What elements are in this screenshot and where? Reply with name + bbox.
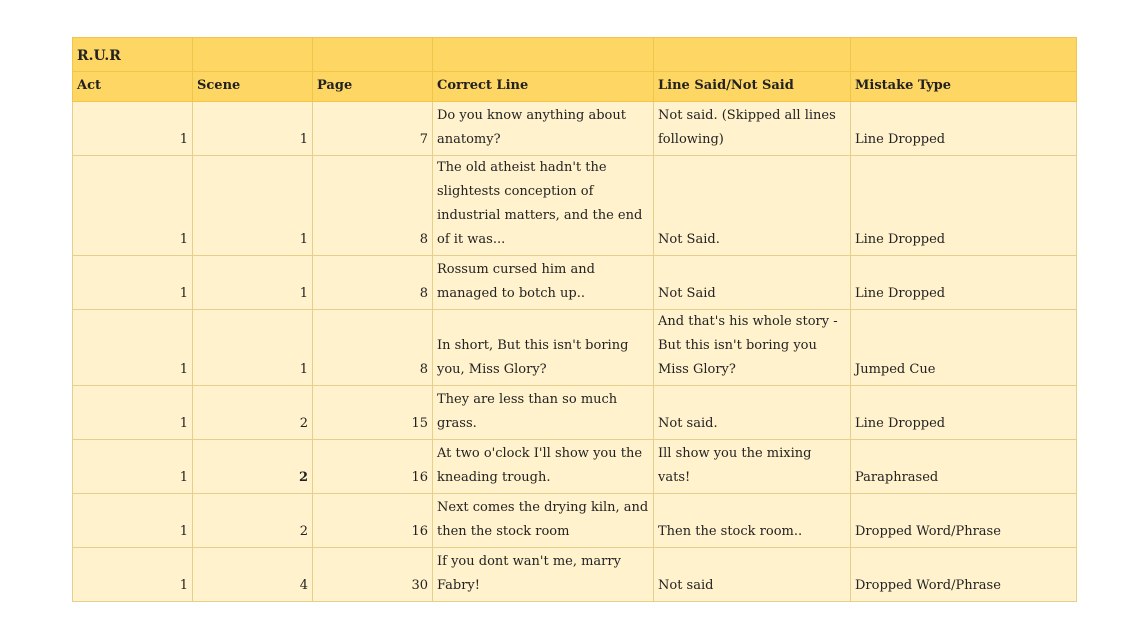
table-row: [73, 440, 1077, 494]
scene-cell[interactable]: 1: [193, 102, 313, 156]
header-row: [73, 72, 1077, 102]
act-cell[interactable]: 1: [73, 440, 193, 494]
mistake-type-cell[interactable]: Line Dropped: [851, 386, 1077, 440]
page-cell[interactable]: 30: [313, 548, 433, 602]
act-cell[interactable]: 1: [73, 386, 193, 440]
act-cell[interactable]: 1: [73, 256, 193, 310]
mistake-type-cell[interactable]: Paraphrased: [851, 440, 1077, 494]
act-cell[interactable]: 1: [73, 310, 193, 386]
empty-cell[interactable]: [433, 38, 654, 72]
mistake-type-cell[interactable]: Line Dropped: [851, 256, 1077, 310]
page-cell[interactable]: 8: [313, 310, 433, 386]
header-page[interactable]: Page: [313, 72, 433, 102]
empty-cell[interactable]: [851, 38, 1077, 72]
table-row: [73, 386, 1077, 440]
act-cell[interactable]: 1: [73, 156, 193, 256]
mistake-type-cell[interactable]: Line Dropped: [851, 156, 1077, 256]
mistake-type-cell[interactable]: Dropped Word/Phrase: [851, 548, 1077, 602]
table-row: [73, 102, 1077, 156]
correct-line-cell[interactable]: In short, But this isn't boring you, Miss Glory?: [433, 310, 654, 386]
header-scene[interactable]: Scene: [193, 72, 313, 102]
correct-line-cell[interactable]: If you dont wan't me, marry Fabry!: [433, 548, 654, 602]
scene-cell[interactable]: 2: [193, 386, 313, 440]
scene-cell[interactable]: 4: [193, 548, 313, 602]
correct-line-cell[interactable]: The old atheist hadn't the slightests conception of industrial matters, and the end of it was...: [433, 156, 654, 256]
line-said-cell[interactable]: Then the stock room..: [654, 494, 851, 548]
header-mistake-type[interactable]: Mistake Type: [851, 72, 1077, 102]
mistake-type-cell[interactable]: Line Dropped: [851, 102, 1077, 156]
header-line-said[interactable]: Line Said/Not Said: [654, 72, 851, 102]
empty-cell[interactable]: [313, 38, 433, 72]
page-cell[interactable]: 7: [313, 102, 433, 156]
scene-cell[interactable]: 2: [193, 440, 313, 494]
page-cell[interactable]: 8: [313, 256, 433, 310]
page-cell[interactable]: 16: [313, 494, 433, 548]
empty-cell[interactable]: [193, 38, 313, 72]
table-row: [73, 494, 1077, 548]
table-row: [73, 310, 1077, 386]
line-said-cell[interactable]: Not said.: [654, 386, 851, 440]
table-row: [73, 548, 1077, 602]
act-cell[interactable]: 1: [73, 102, 193, 156]
line-said-cell[interactable]: Not Said: [654, 256, 851, 310]
spreadsheet-table: [72, 37, 1077, 602]
correct-line-cell[interactable]: At two o'clock I'll show you the kneading trough.: [433, 440, 654, 494]
page-cell[interactable]: 15: [313, 386, 433, 440]
correct-line-cell[interactable]: Do you know anything about anatomy?: [433, 102, 654, 156]
line-said-cell[interactable]: Not said. (Skipped all lines following): [654, 102, 851, 156]
act-cell[interactable]: 1: [73, 548, 193, 602]
table-row: [73, 156, 1077, 256]
line-said-cell[interactable]: Ill show you the mixing vats!: [654, 440, 851, 494]
table-row: [73, 256, 1077, 310]
act-cell[interactable]: 1: [73, 494, 193, 548]
correct-line-cell[interactable]: Rossum cursed him and managed to botch up..: [433, 256, 654, 310]
scene-cell[interactable]: 1: [193, 310, 313, 386]
scene-cell[interactable]: 1: [193, 156, 313, 256]
scene-cell[interactable]: 1: [193, 256, 313, 310]
line-said-cell[interactable]: And that's his whole story - But this isn't boring you Miss Glory?: [654, 310, 851, 386]
header-act[interactable]: Act: [73, 72, 193, 102]
line-said-cell[interactable]: Not said: [654, 548, 851, 602]
correct-line-cell[interactable]: They are less than so much grass.: [433, 386, 654, 440]
page-cell[interactable]: 16: [313, 440, 433, 494]
empty-cell[interactable]: [654, 38, 851, 72]
sheet-title-cell[interactable]: R.U.R: [73, 38, 193, 72]
scene-cell[interactable]: 2: [193, 494, 313, 548]
line-said-cell[interactable]: Not Said.: [654, 156, 851, 256]
header-correct-line[interactable]: Correct Line: [433, 72, 654, 102]
mistake-type-cell[interactable]: Dropped Word/Phrase: [851, 494, 1077, 548]
mistake-type-cell[interactable]: Jumped Cue: [851, 310, 1077, 386]
correct-line-cell[interactable]: Next comes the drying kiln, and then the stock room: [433, 494, 654, 548]
page-cell[interactable]: 8: [313, 156, 433, 256]
title-row: [73, 38, 1077, 72]
